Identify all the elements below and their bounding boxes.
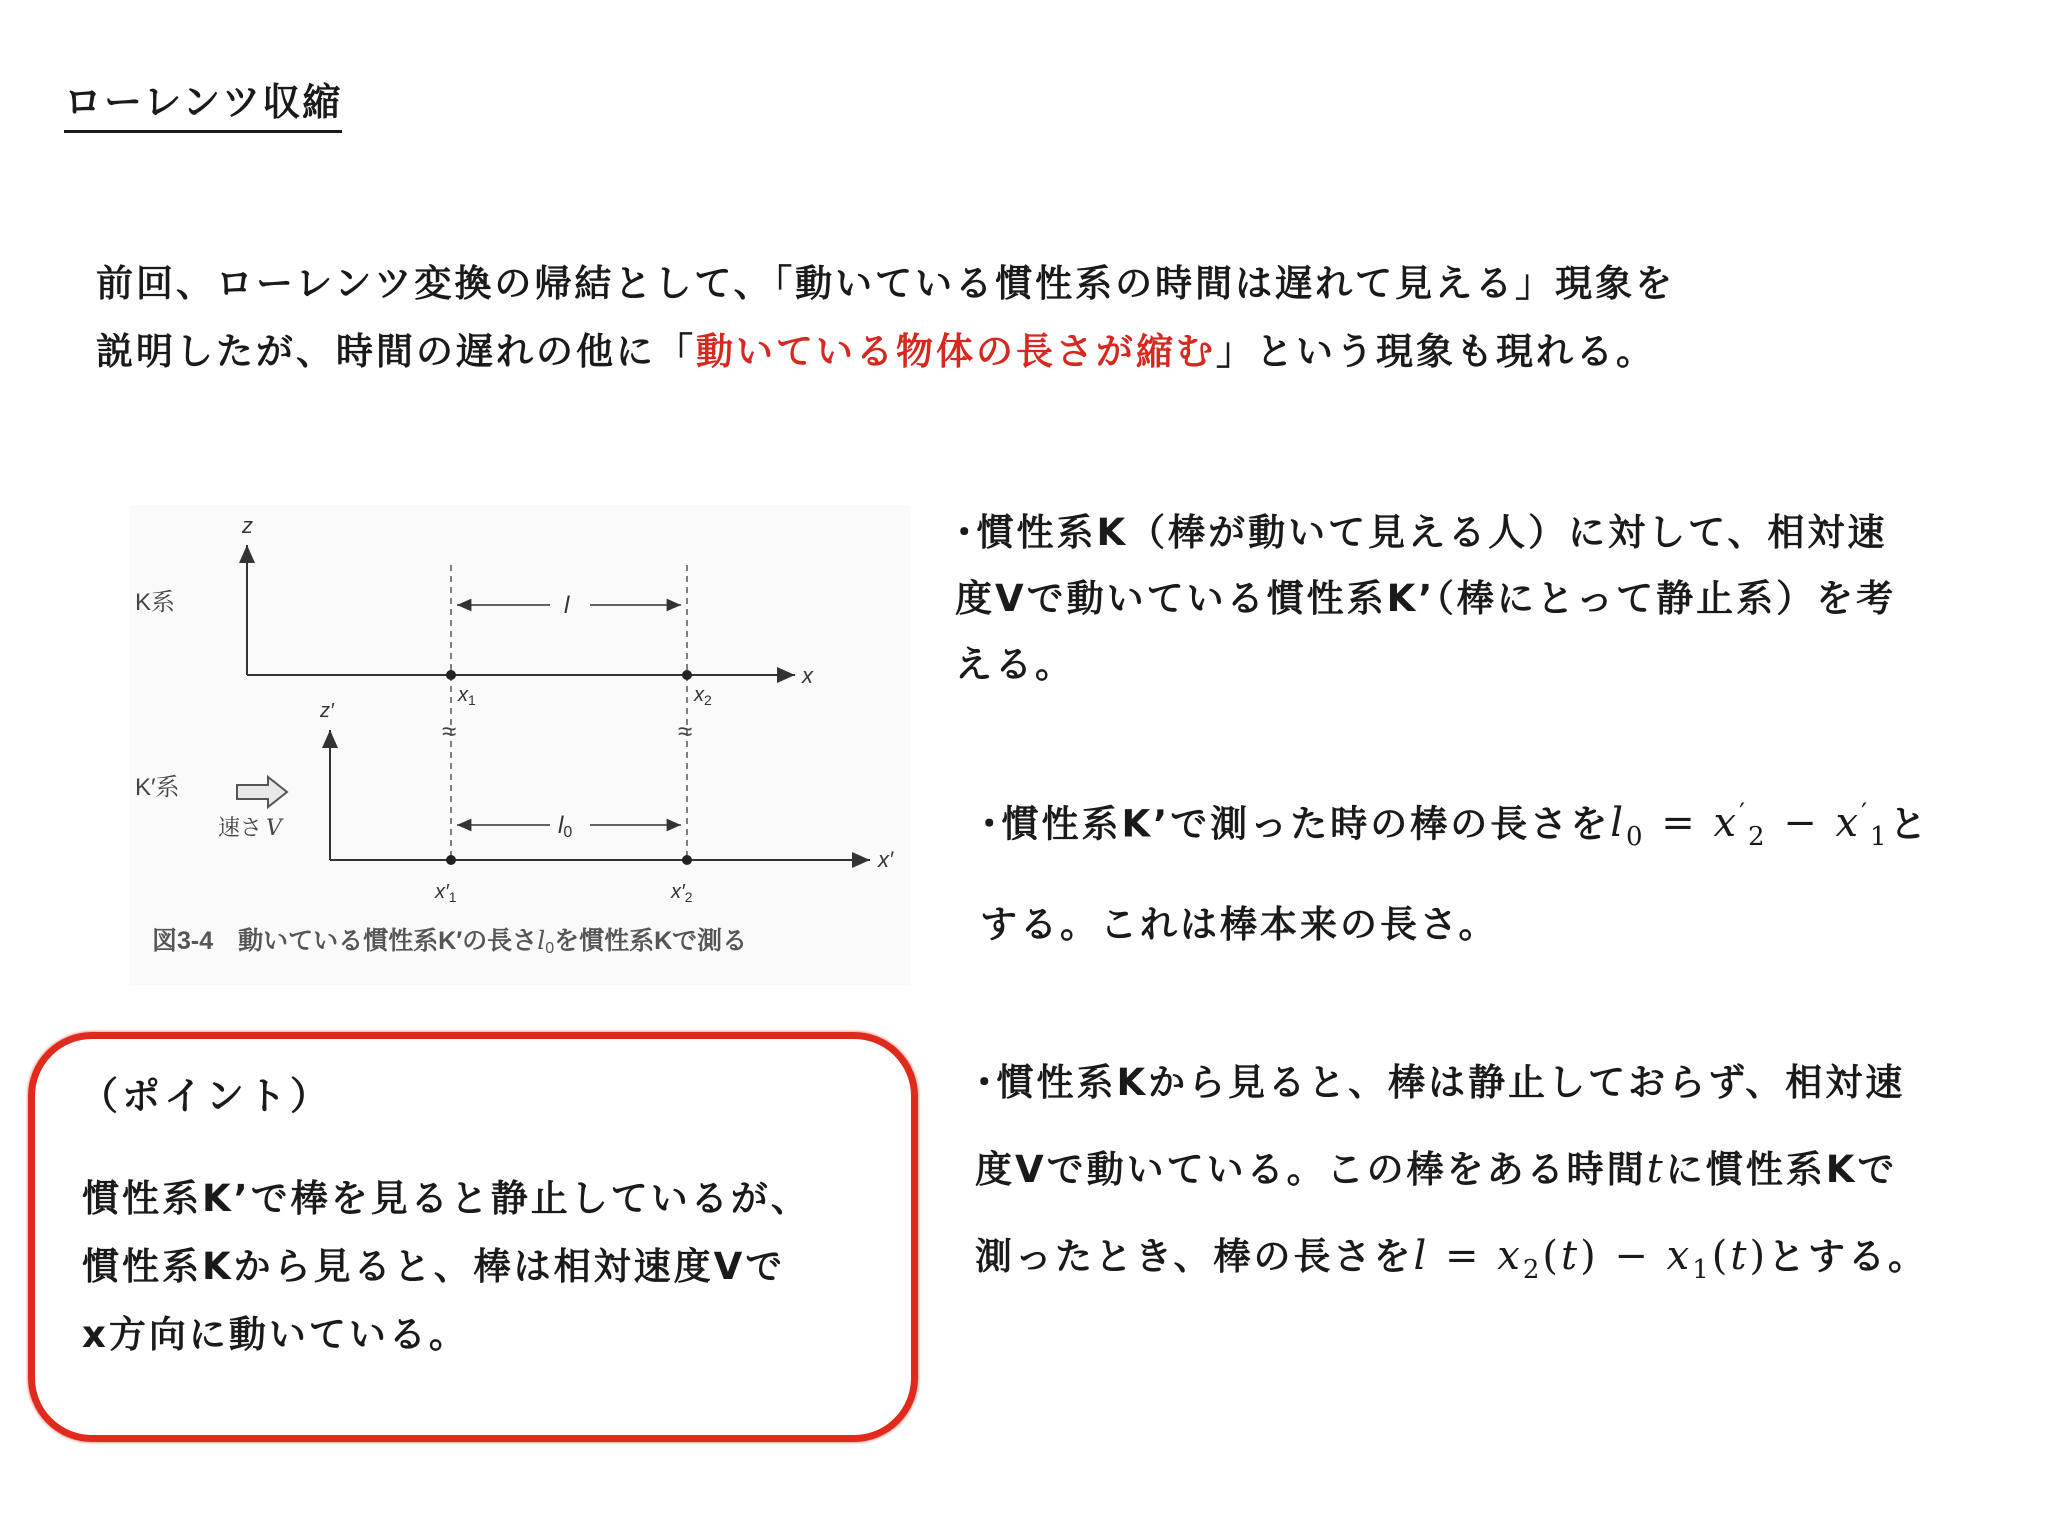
bullet3-line-2: [975, 1126, 1928, 1213]
bullet2-line-2: する。これは棒本来の長さ。: [980, 903, 1499, 947]
axis-x-label: x: [802, 663, 813, 688]
time-variable: t: [1646, 1146, 1666, 1192]
bullet2-text-end: と: [1889, 802, 1930, 846]
point-x2: [682, 670, 692, 680]
bullet3-line-2-start: 度Vで動いている。この棒をある時間: [975, 1148, 1647, 1191]
lorentz-figure: [130, 505, 910, 985]
bullet3-line-3: [975, 1213, 1928, 1313]
x2-label: $x_2$: [694, 684, 712, 708]
kprime-frame-label: K′系: [135, 774, 180, 801]
figure-caption: 図3-4 動いている慣性系K′の長さl0を慣性系Kで測る: [152, 926, 748, 957]
bullet3-line-1: ･慣性系Kから見ると、棒は静止しておらず、相対速: [975, 1061, 1906, 1104]
bullet1-line-2: 度Vで動いている慣性系K’（棒にとって静止系）を考: [955, 577, 1897, 620]
intro-highlight: 動いている物体の長さが縮む: [696, 330, 1216, 373]
intro-line-1: 前回、ローレンツ変換の帰結として、「動いている慣性系の時間は遅れて見える」現象を: [96, 262, 1676, 305]
intro-line-2: [96, 318, 1675, 386]
bullet3-line-3-start: 測ったとき、棒の長さを: [975, 1235, 1414, 1278]
point-body: [82, 1165, 811, 1369]
proper-length-formula: $l_0 = x'_2 - x'_1$: [1610, 799, 1890, 853]
approx-symbol-1: ≈: [442, 716, 457, 746]
xprime1-label: $x'_1$: [435, 881, 457, 905]
point-xprime2: [682, 855, 692, 865]
bullet1-line-1: ･慣性系K（棒が動いて見える人）に対して、相対速: [955, 511, 1888, 554]
k-frame-label: K系: [135, 589, 176, 616]
length-l0-label: l0: [558, 812, 573, 841]
measured-length-formula: $l = x_2(t) - x_1(t)$: [1413, 1233, 1769, 1285]
approx-symbol-2: ≈: [678, 716, 693, 746]
intro-paragraph: [96, 250, 1675, 386]
point-line-1: 慣性系K’で棒を見ると静止しているが、: [82, 1177, 811, 1220]
bullet-frame-definition: [955, 500, 1896, 698]
point-xprime1: [446, 855, 456, 865]
point-title: （ポイント）: [80, 1074, 333, 1118]
point-line-2: 慣性系Kから見ると、棒は相対速度Vで: [82, 1245, 786, 1288]
bullet-measured-length: [975, 1040, 1928, 1313]
bullet2-text-start: ･慣性系K’で測った時の棒の長さを: [980, 802, 1611, 846]
xprime2-label: $x'_2$: [671, 881, 693, 905]
intro-line-2-end: 」という現象も現れる。: [1216, 330, 1656, 373]
bullet3-line-2-end: に慣性系Kで: [1665, 1148, 1898, 1191]
axis-zprime-label: z′: [320, 700, 334, 722]
speed-label: 速さ V: [218, 815, 282, 841]
bullet-proper-length: [980, 770, 1930, 969]
bullet3-line-3-end: とする。: [1768, 1235, 1929, 1278]
page-title: ローレンツ収縮: [64, 80, 342, 133]
point-line-3: x方向に動いている。: [82, 1313, 469, 1356]
axis-z-label: z: [242, 513, 253, 538]
axis-xprime-label: x′: [878, 847, 894, 872]
length-l-label: l: [564, 592, 570, 619]
bullet2-line-1: [980, 770, 1930, 881]
point-x1: [446, 670, 456, 680]
bullet1-line-3: える。: [955, 643, 1075, 686]
intro-line-2-start: 説明したが、時間の遅れの他に「: [96, 330, 696, 373]
x1-label: $x_1$: [458, 684, 476, 708]
